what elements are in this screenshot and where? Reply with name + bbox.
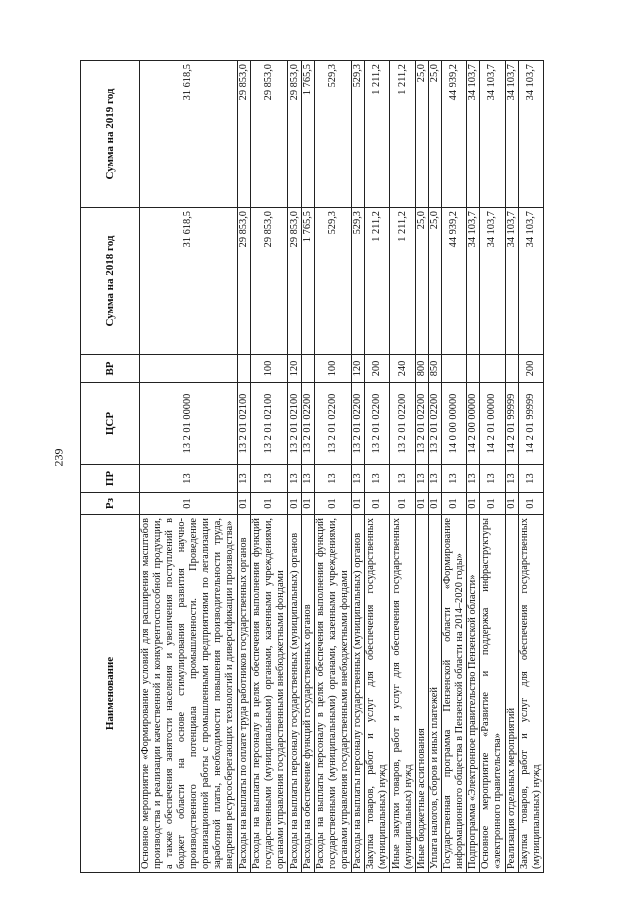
row-rz: 01 xyxy=(428,493,441,515)
table-row xyxy=(140,61,238,873)
row-rz: 01 xyxy=(467,493,480,515)
budget-table xyxy=(80,60,544,873)
table-row xyxy=(352,61,365,873)
row-vr xyxy=(237,355,250,383)
row-rz: 01 xyxy=(505,493,518,515)
row-rz: 01 xyxy=(140,493,238,515)
row-vr: 120 xyxy=(352,355,365,383)
row-sum-2018: 29 853,0 xyxy=(237,208,250,355)
header-vr: ВР xyxy=(81,355,140,383)
row-rz: 01 xyxy=(288,493,301,515)
row-name: Уплата налогов, сборов и иных платежей xyxy=(428,515,441,873)
header-sum-2018: Сумма на 2018 год xyxy=(81,208,140,355)
row-pr: 13 xyxy=(314,465,351,493)
header-sum-2019: Сумма на 2019 год xyxy=(81,61,140,208)
row-rz: 01 xyxy=(441,493,466,515)
table-body xyxy=(140,61,544,873)
row-vr: 800 xyxy=(415,355,428,383)
row-sum-2019: 529,3 xyxy=(352,61,365,208)
page-number: 239 xyxy=(51,448,66,467)
row-sum-2019: 34 103,7 xyxy=(467,61,480,208)
row-name: Государственная программа Пензенской области «Формирование информационного общества в Пензенской области на 2014–2020 годы» xyxy=(441,515,466,873)
row-sum-2018: 529,3 xyxy=(314,208,351,355)
table-row xyxy=(251,61,288,873)
row-name: Основное мероприятие «Развитие и поддержка инфраструктуры «электронного правительства» xyxy=(480,515,505,873)
row-sum-2018: 25,0 xyxy=(428,208,441,355)
row-pr: 13 xyxy=(140,465,238,493)
row-vr xyxy=(140,355,238,383)
row-name: Иные закупки товаров, работ и услуг для обеспечения государственных (муниципальных) нужд xyxy=(390,515,415,873)
row-vr: 200 xyxy=(365,355,390,383)
row-pr: 13 xyxy=(251,465,288,493)
row-name: Расходы на выплаты по оплате труда работников государственных органов xyxy=(237,515,250,873)
row-csr: 13 2 01 00000 xyxy=(140,383,238,465)
row-sum-2018: 1 211,2 xyxy=(390,208,415,355)
row-pr: 13 xyxy=(480,465,505,493)
row-vr: 120 xyxy=(288,355,301,383)
row-name: Закупка товаров, работ и услуг для обеспечения государственных (муниципальных) нужд xyxy=(518,515,543,873)
row-sum-2019: 34 103,7 xyxy=(505,61,518,208)
row-sum-2018: 29 853,0 xyxy=(288,208,301,355)
row-csr: 13 2 01 02200 xyxy=(314,383,351,465)
row-csr: 13 2 01 02100 xyxy=(237,383,250,465)
row-csr: 13 2 01 02200 xyxy=(390,383,415,465)
budget-table-container xyxy=(80,61,544,873)
table-row xyxy=(467,61,480,873)
row-pr: 13 xyxy=(365,465,390,493)
row-sum-2018: 34 103,7 xyxy=(467,208,480,355)
row-vr xyxy=(441,355,466,383)
header-name: Наименование xyxy=(81,515,140,873)
row-pr: 13 xyxy=(301,465,314,493)
row-pr: 13 xyxy=(428,465,441,493)
row-vr: 100 xyxy=(251,355,288,383)
row-csr: 14 2 01 00000 xyxy=(480,383,505,465)
row-name: Расходы на выплаты персоналу государственных (муниципальных) органов xyxy=(288,515,301,873)
row-name: Расходы на выплаты персоналу в целях обеспечения выполнения функций государственными (муниципальными) органами, казенными учреждениями, органами управления государственными внебюджетными фондами xyxy=(251,515,288,873)
row-rz: 01 xyxy=(518,493,543,515)
row-sum-2019: 25,0 xyxy=(428,61,441,208)
row-sum-2019: 31 618,5 xyxy=(140,61,238,208)
row-sum-2018: 1 765,5 xyxy=(301,208,314,355)
table-row xyxy=(314,61,351,873)
table-row xyxy=(441,61,466,873)
row-sum-2019: 29 853,0 xyxy=(288,61,301,208)
row-pr: 13 xyxy=(390,465,415,493)
row-sum-2018: 34 103,7 xyxy=(505,208,518,355)
row-sum-2018: 25,0 xyxy=(415,208,428,355)
row-sum-2018: 34 103,7 xyxy=(480,208,505,355)
row-sum-2018: 1 211,2 xyxy=(365,208,390,355)
row-vr xyxy=(467,355,480,383)
row-sum-2018: 29 853,0 xyxy=(251,208,288,355)
row-rz: 01 xyxy=(251,493,288,515)
row-sum-2019: 1 765,5 xyxy=(301,61,314,208)
row-csr: 14 2 01 99999 xyxy=(505,383,518,465)
row-pr: 13 xyxy=(505,465,518,493)
row-name: Расходы на обеспечение функций государственных органов xyxy=(301,515,314,873)
row-pr: 13 xyxy=(441,465,466,493)
row-sum-2019: 1 211,2 xyxy=(390,61,415,208)
header-csr: ЦСР xyxy=(81,383,140,465)
table-row xyxy=(480,61,505,873)
row-pr: 13 xyxy=(415,465,428,493)
row-pr: 13 xyxy=(352,465,365,493)
header-pr: ПР xyxy=(81,465,140,493)
table-row xyxy=(505,61,518,873)
row-pr: 13 xyxy=(467,465,480,493)
table-row xyxy=(301,61,314,873)
row-csr: 13 2 01 02100 xyxy=(251,383,288,465)
table-row xyxy=(428,61,441,873)
row-sum-2019: 44 939,2 xyxy=(441,61,466,208)
row-rz: 01 xyxy=(415,493,428,515)
row-name: Основное мероприятие «Формирование условий для расширения масштабов производства и реализации качественной и конкурентоспособной продукции, а также обеспечения занятости населения и увеличения поступлений в бюджет области на основе стимулирования развития научно-производственного потенциала промышленности. Проведение организационной работы с промышленными предприятиями по легализации заработной платы, необходимости повышения производительности труда, внедрения ресурсосберегающих технологий и диверсификации производства» xyxy=(140,515,238,873)
row-csr: 13 2 01 02200 xyxy=(301,383,314,465)
row-name: Расходы на выплаты персоналу государственных (муниципальных) органов xyxy=(352,515,365,873)
row-vr: 100 xyxy=(314,355,351,383)
header-row xyxy=(81,61,140,873)
row-csr: 13 2 01 02200 xyxy=(415,383,428,465)
row-pr: 13 xyxy=(518,465,543,493)
row-sum-2018: 529,3 xyxy=(352,208,365,355)
row-rz: 01 xyxy=(314,493,351,515)
row-pr: 13 xyxy=(288,465,301,493)
row-sum-2019: 34 103,7 xyxy=(518,61,543,208)
table-row xyxy=(365,61,390,873)
row-sum-2018: 31 618,5 xyxy=(140,208,238,355)
row-vr: 850 xyxy=(428,355,441,383)
row-sum-2019: 25,0 xyxy=(415,61,428,208)
table-row xyxy=(288,61,301,873)
table-row xyxy=(518,61,543,873)
row-name: Расходы на выплаты персоналу в целях обеспечения выполнения функций государственными (муниципальными) органами, казенными учреждениями, органами управления государственными внебюджетными фондами xyxy=(314,515,351,873)
row-rz: 01 xyxy=(390,493,415,515)
row-vr xyxy=(301,355,314,383)
row-name: Иные бюджетные ассигнования xyxy=(415,515,428,873)
row-sum-2019: 529,3 xyxy=(314,61,351,208)
row-sum-2018: 34 103,7 xyxy=(518,208,543,355)
row-csr: 14 0 00 00000 xyxy=(441,383,466,465)
row-rz: 01 xyxy=(365,493,390,515)
row-rz: 01 xyxy=(301,493,314,515)
row-csr: 13 2 01 02200 xyxy=(365,383,390,465)
row-sum-2018: 44 939,2 xyxy=(441,208,466,355)
row-vr: 200 xyxy=(518,355,543,383)
row-name: Закупка товаров, работ и услуг для обеспечения государственных (муниципальных) нужд xyxy=(365,515,390,873)
row-vr xyxy=(505,355,518,383)
row-sum-2019: 1 211,2 xyxy=(365,61,390,208)
row-csr: 13 2 01 02200 xyxy=(352,383,365,465)
row-vr xyxy=(480,355,505,383)
row-csr: 14 2 00 00000 xyxy=(467,383,480,465)
row-name: Подпрограмма «Электронное правительство Пензенской области» xyxy=(467,515,480,873)
row-csr: 13 2 01 02200 xyxy=(428,383,441,465)
row-csr: 14 2 01 99999 xyxy=(518,383,543,465)
header-rz: Рз xyxy=(81,493,140,515)
row-vr: 240 xyxy=(390,355,415,383)
row-rz: 01 xyxy=(237,493,250,515)
row-sum-2019: 29 853,0 xyxy=(237,61,250,208)
row-rz: 01 xyxy=(352,493,365,515)
row-csr: 13 2 01 02100 xyxy=(288,383,301,465)
table-row xyxy=(237,61,250,873)
row-sum-2019: 34 103,7 xyxy=(480,61,505,208)
row-rz: 01 xyxy=(480,493,505,515)
row-pr: 13 xyxy=(237,465,250,493)
table-row xyxy=(390,61,415,873)
row-sum-2019: 29 853,0 xyxy=(251,61,288,208)
row-name: Реализация отдельных мероприятий xyxy=(505,515,518,873)
table-row xyxy=(415,61,428,873)
